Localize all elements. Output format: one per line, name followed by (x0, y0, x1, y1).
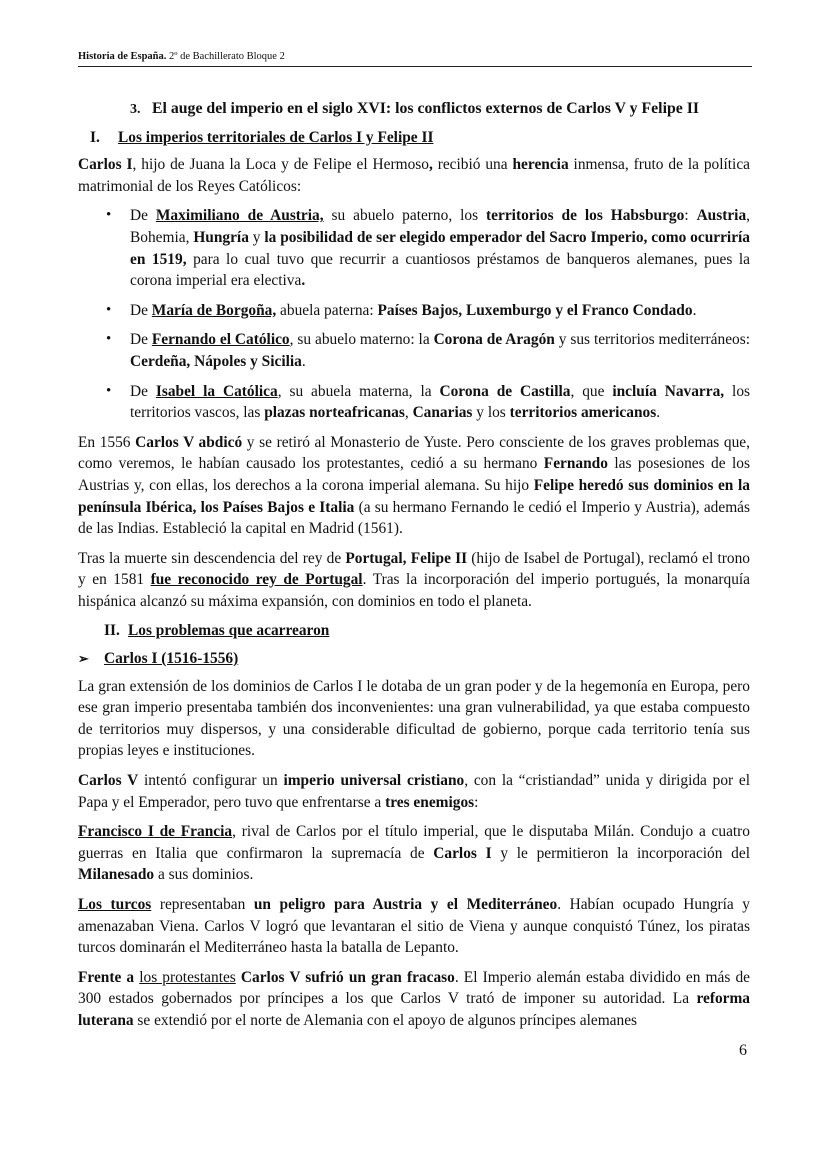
text-span: su abuelo paterno, los (323, 207, 487, 225)
term-protestantes: los protestantes (139, 968, 236, 986)
text-span: : (684, 207, 697, 225)
text-span: tres enemigos (385, 793, 475, 811)
text-span: abuela paterna: (276, 301, 378, 319)
section-title (78, 98, 750, 121)
abdication-paragraph (78, 432, 750, 540)
text-span: intentó configurar un (138, 772, 284, 790)
term-isabel: Isabel la Católica (155, 382, 278, 400)
text-span: incluía Navarra, (612, 382, 725, 400)
text-span: , (404, 404, 413, 422)
text-span: (hijo de Isabel de Portugal), reclamó el trono y en 1581 (78, 549, 750, 589)
universal-empire-paragraph (78, 770, 750, 813)
list-item-fernando (78, 329, 750, 372)
text-span: a sus dominios. (154, 866, 254, 884)
text-span: Tras la muerte sin descendencia del rey de (78, 549, 346, 567)
text-span: Corona de Castilla (439, 382, 571, 400)
text-span: , Bohemia, (130, 207, 751, 246)
term-herencia: herencia (512, 156, 569, 174)
text-span: , su abuelo materno: la (289, 331, 434, 349)
text-span: . El Imperio alemán estaba dividido en más de 300 estados gobernados por príncipes a los que Carlos V trató de imponer su autoridad. La (78, 968, 750, 1008)
text-span: Canarias (412, 404, 473, 422)
text-span: (a su hermano Fernando le cedió el Imperio y Austria), además de las Indias. Estableció la capital en Madrid (1561). (78, 498, 750, 538)
term-francisco: Francisco I de Francia (78, 823, 233, 841)
text-span: Milanesado (78, 866, 155, 884)
text-span: Cerdeña, Nápoles y Sicilia (130, 352, 302, 370)
text-span: las posesiones de los Austrias y, con ellas, los derechos a la corona imperial alemana. Su hijo (78, 455, 750, 494)
text-span: , con la “cristiandad” unida y dirigida por el Papa y el Emperador, pero tuvo que enfrentarse a (78, 772, 751, 811)
arrow-bullet-icon: ➢ (78, 651, 89, 667)
term-carlos-i: Carlos I (78, 156, 133, 174)
text-span: territorios de los Habsburgo (486, 207, 685, 225)
text-span: la posibilidad de ser elegido emperador del Sacro Imperio, como ocurriría en 1519, (130, 228, 751, 268)
text-span: De (130, 382, 156, 400)
subheading-text: Carlos I (1516-1556) (104, 650, 239, 668)
term-maximiliano: Maximiliano de Austria, (155, 207, 324, 225)
text-span: , (428, 156, 433, 174)
text-span: . (656, 404, 661, 422)
text-span: los territorios vascos, las (130, 382, 751, 422)
text-span: y sus territorios mediterráneos: (554, 331, 750, 349)
text-span: y los (472, 404, 510, 422)
bullet-icon: • (106, 301, 112, 318)
francisco-paragraph (78, 821, 750, 886)
text-span: plazas norteafricanas (264, 404, 405, 422)
list-item-maximiliano (78, 205, 750, 291)
text-span: . Tras la incorporación del imperio portugués, la monarquía hispánica alcanzó su máxima expansión, con dominios en todo el planeta. (78, 571, 751, 610)
text-span: territorios americanos (509, 404, 657, 422)
header-subject: Historia de España. (78, 51, 167, 62)
text-span: Fernando (543, 455, 608, 473)
text-span: Corona de Aragón (433, 331, 555, 349)
text-span: un peligro para Austria y el Mediterráneo (253, 896, 558, 913)
text-span: se extendió por el norte de Alemania con el apoyo de algunos príncipes alemanes (133, 1011, 638, 1029)
text-span: Frente a (78, 968, 140, 986)
text-span: De (130, 301, 152, 319)
intro-paragraph (78, 154, 750, 197)
text-span: . (692, 301, 697, 319)
text-span: Portugal, Felipe II (345, 549, 468, 567)
inheritance-list (78, 205, 750, 423)
text-span: y (248, 228, 265, 246)
subheading-carlos-i (78, 648, 750, 670)
text-span: representaban (151, 896, 254, 913)
text-span: , su abuela materna, la (277, 382, 440, 400)
document-body (78, 98, 750, 1040)
text-span: para lo cual tuvo que recurrir a cuantiosos préstamos de banqueros alemanes, pues la corona imperial era electiva (130, 250, 750, 290)
text-span: y se retiró al Monasterio de Yuste. Pero consciente de los graves problemas que, como veremos, le habían causado los protestantes, cedió a su hermano (78, 433, 750, 473)
term-turcos: Los turcos (78, 896, 152, 913)
text-span: De (130, 331, 152, 349)
term-fernando: Fernando el Católico (151, 331, 290, 349)
text-span: Países Bajos, Luxemburgo y el Franco Condado (377, 301, 693, 319)
text-span: Hungría (193, 228, 249, 246)
text-span: y le permitieron la incorporación del (491, 844, 750, 862)
text-span: inmensa, fruto de la política matrimonial de los Reyes Católicos: (78, 156, 750, 195)
list-item-isabel (78, 381, 750, 424)
text-span: . Habían ocupado Hungría y amenazaban Viena. Carlos V logró que levantaran el sitio de Viena y aunque conquistó Túnez, los piratas turcos dominarán el Mediterráneo hasta la batalla de Lepanto. (78, 896, 751, 957)
bullet-icon: • (106, 331, 112, 348)
heading-text: Los problemas que acarrearon (128, 622, 330, 640)
text-span: Austria (696, 207, 747, 225)
running-header (78, 50, 752, 67)
list-item-maria (78, 300, 750, 322)
text-span: Felipe heredó sus dominios en la península Ibérica, los Países Bajos e Italia (78, 476, 750, 516)
bullet-icon: • (106, 382, 112, 399)
text-span: recibió una (432, 156, 513, 174)
heading-text: Los imperios territoriales de Carlos I y Felipe II (118, 128, 434, 146)
section-number: 3. (130, 102, 141, 117)
text-span: De (130, 207, 156, 225)
header-course: 2º de Bachillerato Bloque 2 (166, 51, 285, 62)
text-span: , rival de Carlos por el título imperial, que le disputaba Milán. Condujo a cuatro guerras en Italia que confirmaron la supremacía de (78, 823, 750, 862)
protestantes-paragraph (78, 967, 750, 1032)
heading-numeral: I. (90, 128, 100, 146)
heading-territorial-empires (78, 127, 750, 149)
bullet-icon: • (106, 207, 112, 224)
text-span: Carlos V (78, 772, 139, 790)
turcos-paragraph (78, 894, 750, 959)
text-span: : (474, 793, 479, 811)
text-span: En 1556 (78, 433, 136, 451)
text-span: Carlos I (433, 844, 492, 862)
text-span: Carlos V sufrió un gran fracaso (240, 968, 455, 986)
page-number: 6 (739, 1042, 747, 1059)
text-span: , que (570, 382, 613, 400)
text-span: , hijo de Juana la Loca y de Felipe el Hermoso (132, 156, 429, 174)
text-span: . (301, 272, 306, 290)
term-maria: María de Borgoña, (151, 301, 277, 319)
extension-paragraph: La gran extensión de los dominios de Carlos I le dotaba de un gran poder y de la hegemonía en Europa, pero ese gran imperio presentaba también dos inconvenientes: una gran vulnerabilidad, ya que estaba compuesto de territorios muy dispersos, y una considerable dificultad de gobierno, porque cada territorio tenía sus propias leyes e instituciones. (78, 677, 750, 760)
text-span: reforma luterana (78, 990, 750, 1029)
heading-problems (78, 620, 750, 642)
section-title-text: El auge del imperio en el siglo XVI: los conflictos externos de Carlos V y Felipe II (152, 100, 700, 117)
text-span: imperio universal cristiano (283, 772, 465, 790)
heading-numeral: II. (104, 622, 120, 640)
text-span: . (301, 352, 306, 370)
portugal-paragraph (78, 548, 750, 613)
text-span: Carlos V abdicó (135, 433, 243, 451)
term-rey-portugal: fue reconocido rey de Portugal (150, 571, 363, 589)
